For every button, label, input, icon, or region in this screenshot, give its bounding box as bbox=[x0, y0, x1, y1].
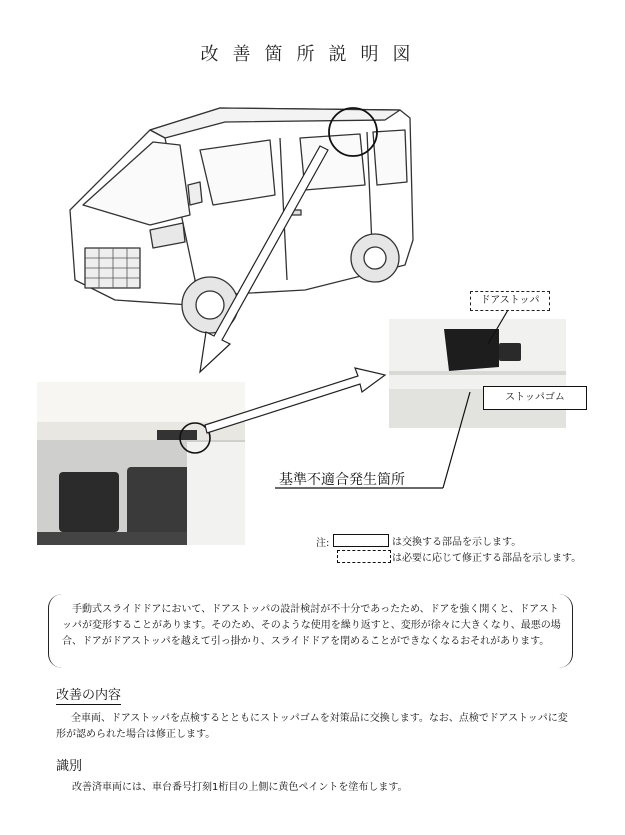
note-dashed-text: は必要に応じて修正する部品を示します。 bbox=[392, 553, 582, 564]
identification-body: 改善済車両には、車台番号打刻1桁目の上側に黄色ペイントを塗布します。 bbox=[72, 782, 408, 793]
page-title: 改善箇所説明図 bbox=[200, 44, 425, 65]
note-prefix: 注: bbox=[316, 538, 330, 549]
defect-location-label: 基準不適合発生箇所 bbox=[279, 472, 405, 488]
solid-box-legend bbox=[333, 534, 389, 547]
note-solid-text: は交換する部品を示します。 bbox=[392, 537, 522, 548]
dashed-box-legend bbox=[337, 550, 391, 563]
improvement-heading: 改善の内容 bbox=[56, 684, 121, 705]
defect-summary: 手動式スライドドアにおいて、ドアストッパの設計検討が不十分であったため、ドアを強く開くと、ドアストッパが変形することがあります。そのため、そのような使用を繰り返すと、変形が徐々に大きくなり、最悪の場合、ドアがドアストッパを越えて引っ掛かり、スライドドアを閉めることができなくなるおそれがあります。 bbox=[62, 604, 561, 647]
improvement-body: 全車両、ドアストッパを点検するとともにストッパゴムを対策品に交換します。なお、点検でドアストッパに変形が認められた場合は修正します。 bbox=[56, 713, 568, 740]
door-stopper-label: ドアストッパ bbox=[470, 291, 550, 311]
identification-heading: 識別 bbox=[56, 759, 83, 774]
stopper-rubber-label: ストッパゴム bbox=[483, 386, 587, 410]
